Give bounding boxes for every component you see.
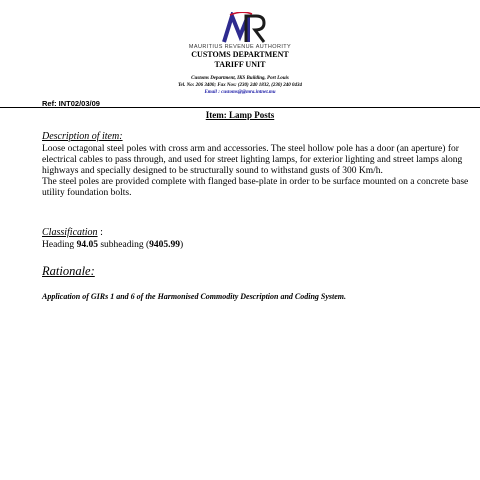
reference-number: Ref: INT02/03/09	[42, 99, 100, 108]
email-line: Email : customs@@mra.intnet.mu	[204, 90, 276, 95]
description-paragraph-1: Loose octagonal steel poles with cross arm and accessories. The steel hollow pole has a door (an aperture) for electrical cables to pass through, and used for street lighting lamps, for exterior lighting and street lamps along highways and specially designed to be structurally sound to withstand gusts of 300 Km/h.	[42, 144, 463, 176]
contact-block	[0, 75, 480, 96]
logo-m-shape	[224, 16, 248, 42]
mra-logo-icon	[222, 12, 268, 44]
subheading-word: subheading	[100, 240, 144, 250]
authority-name: MAURITIUS REVENUE AUTHORITY	[188, 44, 292, 50]
description-heading: Description of item:	[42, 131, 123, 142]
department-name: CUSTOMS DEPARTMENT	[191, 50, 289, 59]
classification-heading: Classification	[42, 227, 98, 238]
item-title: Item: Lamp Posts	[205, 110, 275, 120]
rationale-heading: Rationale:	[42, 264, 95, 278]
subheading-code: 9405.99	[149, 240, 181, 250]
classification-values: Heading 94.05 subheading (9405.99)	[42, 240, 184, 250]
phone-line: Tel. No: 206 3400; Fax Nos: (230) 240 1832, (230) 240 0434	[177, 83, 303, 88]
classification-heading-line	[42, 227, 103, 238]
department-block	[0, 50, 480, 70]
header-divider	[0, 107, 480, 108]
heading-code: 94.05	[76, 240, 98, 250]
rationale-text: Application of GIRs 1 and 6 of the Harmonised Commodity Description and Coding System.	[42, 292, 347, 301]
heading-word: Heading	[42, 240, 75, 250]
unit-name: TARIFF UNIT	[214, 60, 266, 69]
address-line: Customs Department, IKS Building, Port Louis	[191, 76, 289, 81]
description-body	[42, 144, 470, 199]
description-paragraph-2: The steel poles are provided complete with flanged base-plate in order to be surface mounted on a concrete base utility foundation bolts.	[42, 177, 469, 198]
classification-colon: :	[97, 227, 103, 238]
